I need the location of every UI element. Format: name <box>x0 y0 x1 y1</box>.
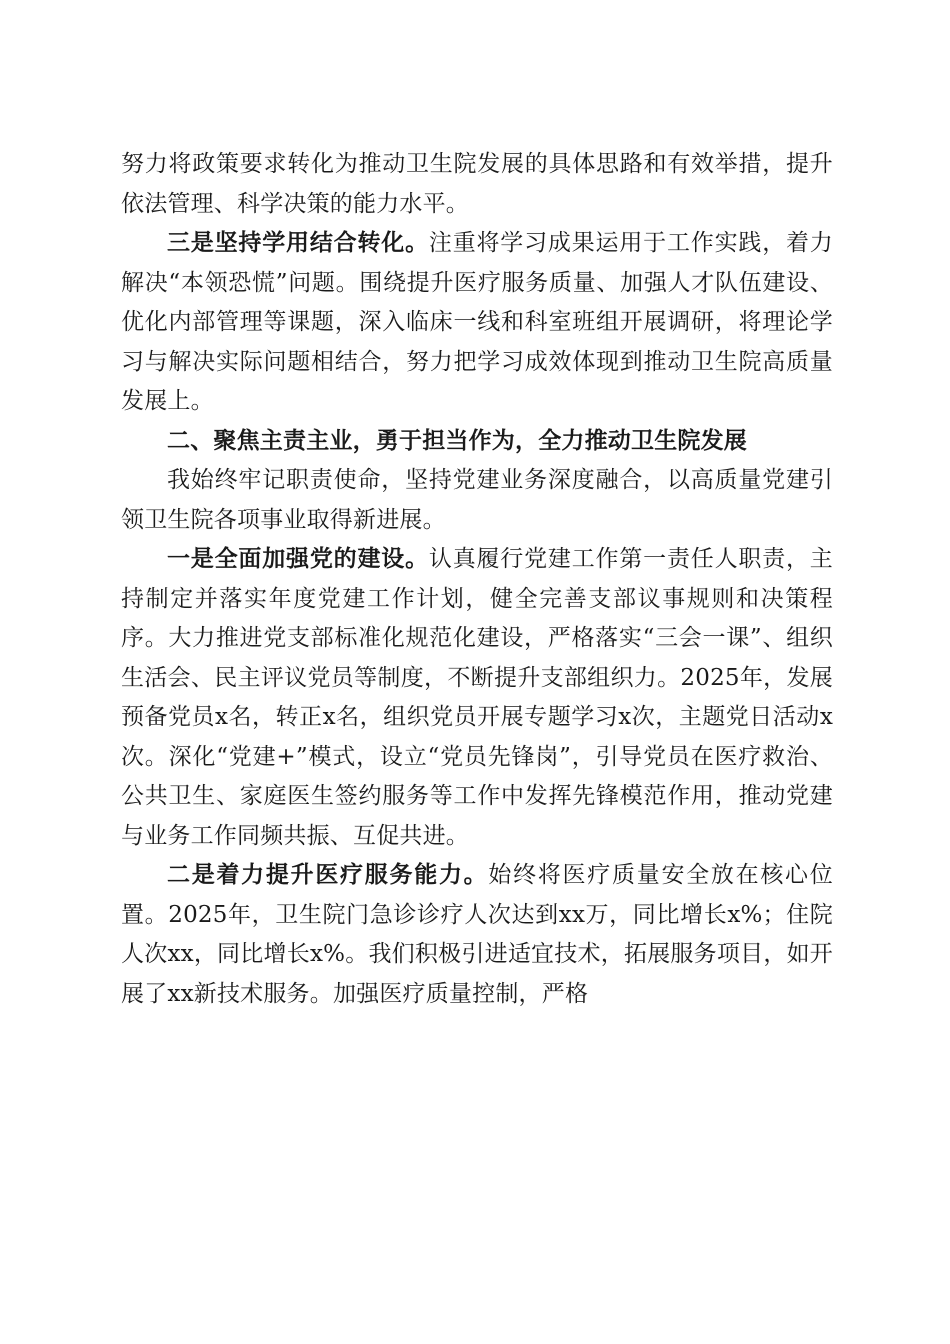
paragraph-item-three <box>121 224 833 422</box>
document-body <box>121 145 833 1014</box>
paragraph-lead: 二是着力提升医疗服务能力。 <box>167 862 489 888</box>
paragraph-item-one <box>121 540 833 856</box>
paragraph-intro <box>121 461 833 540</box>
paragraph-text: 努力将政策要求转化为推动卫生院发展的具体思路和有效举措，提升依法管理、科学决策的能力水平。 <box>121 151 833 217</box>
paragraph-item-two <box>121 856 833 1014</box>
paragraph-continuation <box>121 145 833 224</box>
paragraph-text: 我始终牢记职责使命，坚持党建业务深度融合，以高质量党建引领卫生院各项事业取得新进展。 <box>121 467 833 533</box>
paragraph-text: 始终将医疗质量安全放在核心位置。2025年，卫生院门急诊诊疗人次达到xx万，同比增长x%；住院人次xx，同比增长x%。我们积极引进适宜技术，拓展服务项目，如开展了xx新技术服务。加强医疗质量控制，严格 <box>121 862 833 1007</box>
section-heading: 二、聚焦主责主业，勇于担当作为，全力推动卫生院发展 <box>167 427 747 454</box>
paragraph-text: 注重将学习成果运用于工作实践，着力解决“本领恐慌”问题。围绕提升医疗服务质量、加强人才队伍建设、优化内部管理等课题，深入临床一线和科室班组开展调研，将理论学习与解决实际问题相结合，努力把学习成效体现到推动卫生院高质量发展上。 <box>121 230 834 414</box>
paragraph-lead: 一是全面加强党的建设。 <box>167 546 429 572</box>
paragraph-lead: 三是坚持学用结合转化。 <box>167 230 429 256</box>
paragraph-text: 认真履行党建工作第一责任人职责，主持制定并落实年度党建工作计划，健全完善支部议事规则和决策程序。大力推进党支部标准化规范化建设，严格落实“三会一课”、组织生活会、民主评议党员等制度，不断提升支部组织力。2025年，发展预备党员x名，转正x名，组织党员开展专题学习x次，主题党日活动x次。深化“党建+”模式，设立“党员先锋岗”，引导党员在医疗救治、公共卫生、家庭医生签约服务等工作中发挥先锋模范作用，推动党建与业务工作同频共振、互促共进。 <box>121 546 834 849</box>
